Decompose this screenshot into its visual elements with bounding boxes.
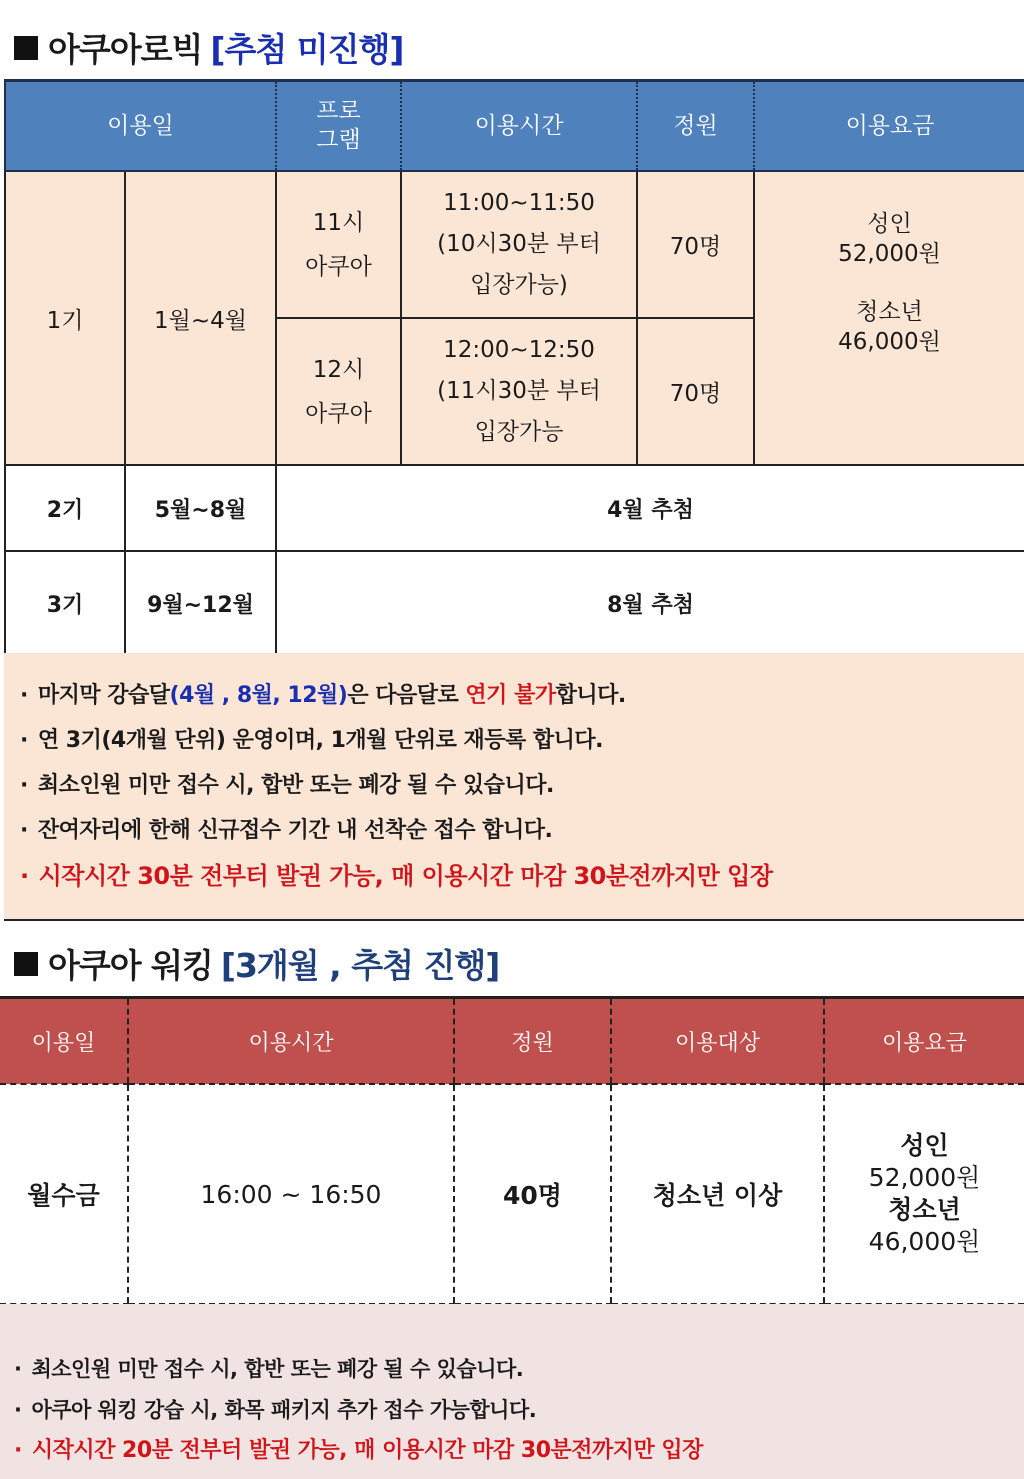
time-cell: 12:00~12:50 (11시30분 부터 입장가능 [401,318,637,465]
header-date: 이용일 [0,998,128,1085]
lottery-note-cell: 4월 추첨 [276,465,1024,551]
section-subtitle: [3개월 , 추첨 진행] [220,946,500,985]
table-header-row [0,998,1024,1085]
term-cell: 2기 [5,465,125,551]
section-title-text: 아쿠아 워킹 [48,946,213,985]
note-item: · 최소인원 미만 접수 시, 합반 또는 폐강 될 수 있습니다. [14,1357,524,1381]
header-target: 이용대상 [611,998,824,1085]
term-cell: 3기 [5,551,125,655]
aquarobic-notes [4,653,1024,921]
square-bullet-icon [14,952,38,976]
note-item: · 마지막 강습달(4월 , 8월, 12월)은 다음달로 연기 불가합니다. [20,683,626,708]
header-program: 프로 그램 [276,81,401,172]
note-item: · 잔여자리에 한해 신규접수 기간 내 선착순 접수 합니다. [20,818,553,843]
capacity-cell: 40명 [454,1084,611,1304]
square-bullet-icon [14,36,38,60]
header-time: 이용시간 [401,81,637,172]
fee-cell: 성인 52,000원 청소년 46,000원 [754,171,1024,465]
header-fee: 이용요금 [824,998,1024,1085]
section-subtitle: [추첨 미진행] [210,30,404,69]
header-capacity: 정원 [637,81,754,172]
program-cell: 12시 아쿠아 [276,318,401,465]
table-row [0,1084,1024,1304]
table-row [5,465,1024,551]
aqua-walking-notes [0,1304,1024,1479]
section-title-aqua-walking [14,940,499,987]
fee-cell: 성인 52,000원 청소년 46,000원 [824,1084,1024,1304]
note-item: · 아쿠아 워킹 강습 시, 화목 패키지 추가 접수 가능합니다. [14,1398,537,1422]
note-item: · 연 3기(4개월 단위) 운영이며, 1개월 단위로 재등록 합니다. [20,728,604,753]
header-fee: 이용요금 [754,81,1024,172]
lottery-note-cell: 8월 추첨 [276,551,1024,655]
aquarobic-schedule-table [4,79,1024,656]
months-cell: 9월~12월 [125,551,276,655]
date-cell: 월수금 [0,1084,128,1304]
program-cell: 11시 아쿠아 [276,171,401,318]
note-item-warning: · 시작시간 20분 전부터 발권 가능, 매 이용시간 마감 30분전까지만 입장 [14,1438,703,1463]
capacity-cell: 70명 [637,318,754,465]
table-row [5,171,1024,318]
note-item: · 최소인원 미만 접수 시, 합반 또는 폐강 될 수 있습니다. [20,773,554,798]
time-cell: 16:00 ~ 16:50 [128,1084,454,1304]
header-date: 이용일 [5,81,276,172]
section-title-aquarobic [14,24,403,71]
months-cell: 5월~8월 [125,465,276,551]
months-cell: 1월~4월 [125,171,276,465]
header-capacity: 정원 [454,998,611,1085]
time-cell: 11:00~11:50 (10시30분 부터 입장가능) [401,171,637,318]
term-cell: 1기 [5,171,125,465]
capacity-cell: 70명 [637,171,754,318]
note-item-warning: · 시작시간 30분 전부터 발권 가능, 매 이용시간 마감 30분전까지만 입장 [20,862,773,890]
table-row [5,551,1024,655]
header-time: 이용시간 [128,998,454,1085]
table-header-row [5,81,1024,172]
aqua-walking-table [0,996,1024,1305]
section-title-text: 아쿠아로빅 [48,30,203,69]
target-cell: 청소년 이상 [611,1084,824,1304]
